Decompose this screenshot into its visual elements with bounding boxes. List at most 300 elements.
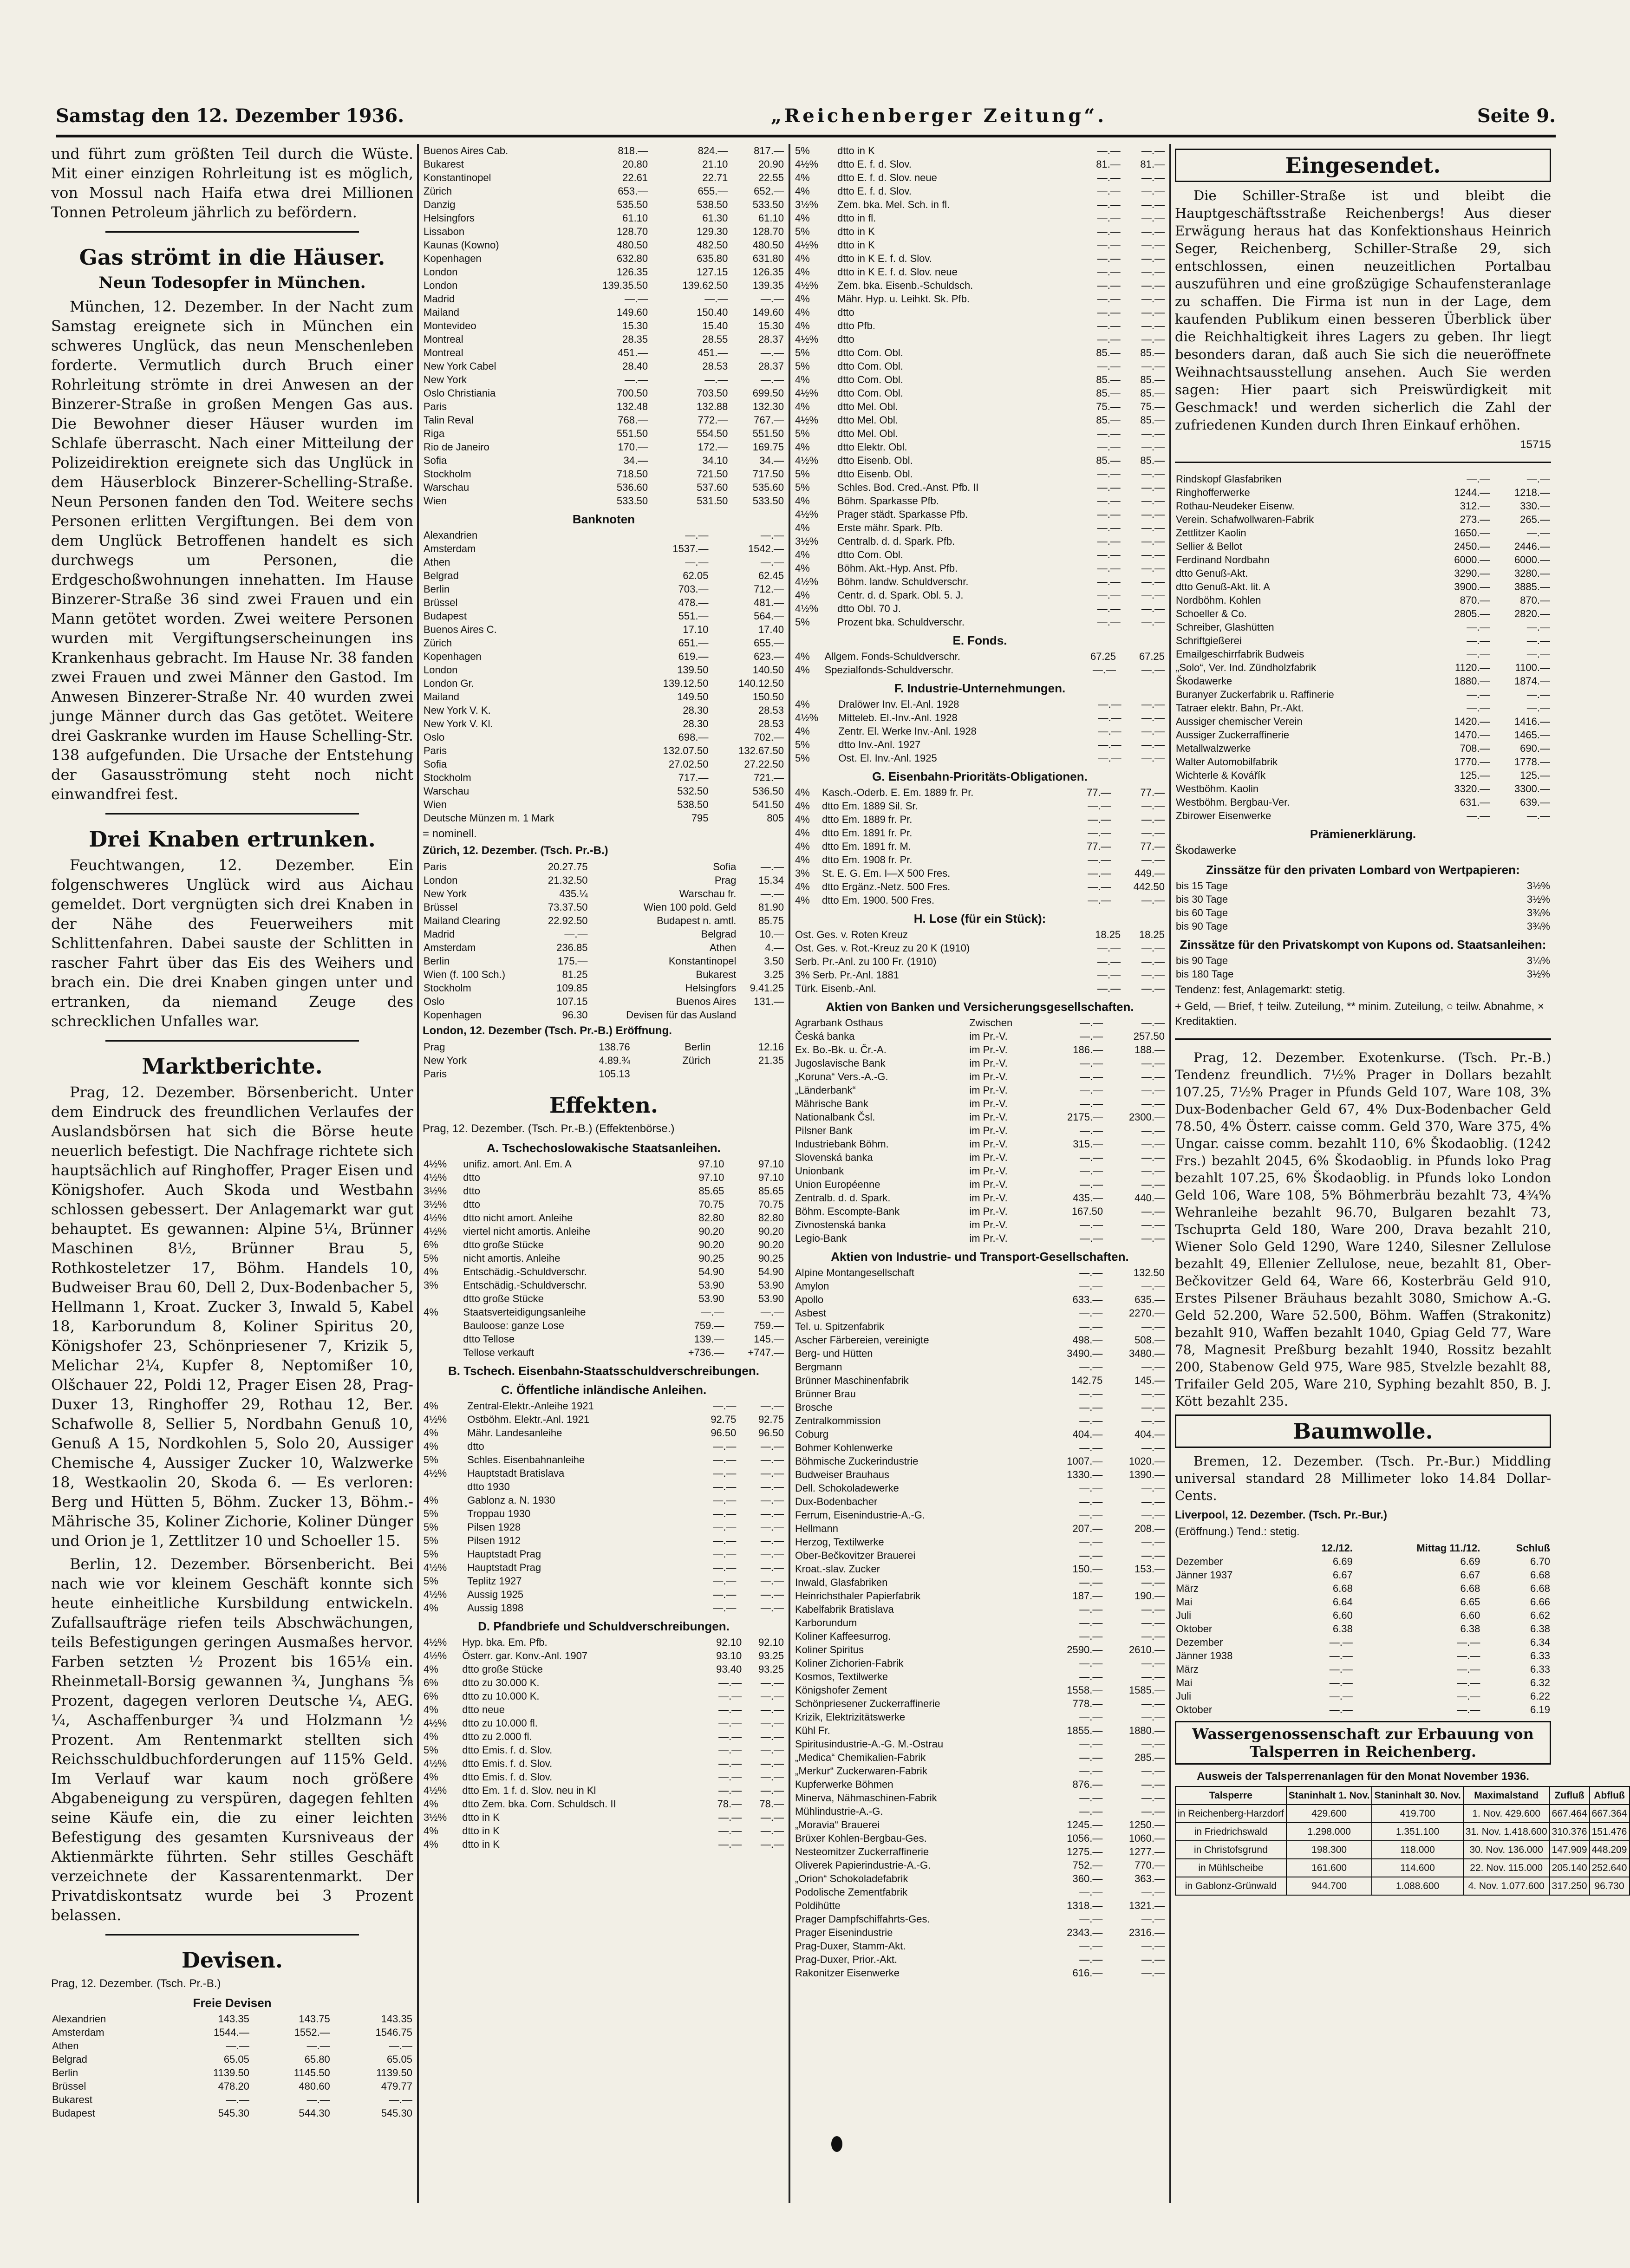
table-cell: Koliner Spiritus xyxy=(795,1644,864,1655)
table-row xyxy=(423,811,785,825)
table-cell: Tatraer elektr. Bahn, Pr.-Akt. xyxy=(1176,702,1304,714)
table-cell: 1139.50 xyxy=(376,2067,412,2079)
table-cell: 150.— xyxy=(1072,1563,1103,1575)
table-cell: —.— xyxy=(1141,1509,1165,1521)
table-cell: —.— xyxy=(1526,635,1550,646)
table-cell: dtto Inv.-Anl. 1927 xyxy=(838,739,921,750)
table-cell: —.— xyxy=(1141,280,1165,291)
table-cell: Koliner Zichorien-Fabrik xyxy=(795,1657,904,1669)
table-cell: —.— xyxy=(1141,603,1165,614)
table-row xyxy=(794,1205,1166,1218)
table-cell: 635.80 xyxy=(697,253,728,264)
table-row xyxy=(794,1070,1166,1083)
table-cell: —.— xyxy=(1141,145,1165,156)
table-cell: 82.80 xyxy=(698,1212,724,1224)
table-row xyxy=(423,1426,785,1440)
table-cell: —.— xyxy=(718,1677,742,1688)
table-cell: —.— xyxy=(1141,199,1165,210)
table-row xyxy=(423,528,785,542)
table-cell: Schreiber, Glashütten xyxy=(1176,621,1274,633)
table-cell: —.— xyxy=(1141,1057,1165,1069)
table-cell: Madrid xyxy=(424,293,455,305)
table-cell: Mailand xyxy=(424,691,460,703)
table-cell: 1277.— xyxy=(1128,1846,1165,1857)
table-row xyxy=(423,704,785,717)
table-cell: dtto Em. 1 f. d. Slov. neu in Kl xyxy=(462,1785,596,1796)
table-cell: 4% xyxy=(795,253,810,264)
table-row xyxy=(794,521,1166,534)
divider xyxy=(1175,462,1551,463)
table-cell: Paris xyxy=(424,861,447,873)
table-cell: 149.50 xyxy=(677,691,709,703)
table-row xyxy=(423,198,785,211)
table-row xyxy=(423,1547,785,1561)
table-cell: 3900.— xyxy=(1454,581,1490,593)
table-cell: —.— xyxy=(701,1306,724,1318)
headline-baumwolle: Baumwolle. xyxy=(1175,1414,1551,1448)
table-cell: 631.80 xyxy=(752,253,784,264)
table-cell: 175.— xyxy=(557,955,588,967)
table-cell: 77.— xyxy=(1086,841,1111,852)
table-row xyxy=(794,1083,1166,1097)
table-cell: 150.50 xyxy=(752,691,784,703)
table-cell: —.— xyxy=(1141,1206,1165,1217)
table-cell: Berlin xyxy=(424,955,450,967)
table-row xyxy=(423,238,785,252)
table-cell: London xyxy=(424,664,458,676)
table-cell: Danzig xyxy=(424,199,456,210)
table-cell: 545.30 xyxy=(218,2107,249,2119)
table-cell: 5% xyxy=(424,1575,438,1587)
table-cell: dtto große Stücke xyxy=(462,1663,543,1675)
table-cell: im Pr.-V. xyxy=(969,1192,1008,1204)
table-cell: 20.27.75 xyxy=(548,861,588,873)
table-cell: 4½% xyxy=(424,1225,447,1237)
table-cell: —.— xyxy=(1141,1940,1165,1952)
table-cell: 1390.— xyxy=(1128,1469,1165,1480)
table-row xyxy=(794,1468,1166,1481)
table-cell: —.— xyxy=(1097,293,1121,305)
table-cell: Rothau-Neudeker Eisenw. xyxy=(1176,500,1295,512)
table-cell: Kaunas (Kowno) xyxy=(424,239,499,251)
table-cell: im Pr.-V. xyxy=(969,1232,1008,1244)
table-cell: 15.30 xyxy=(622,320,648,332)
table-cell: 544.30 xyxy=(299,2107,330,2119)
table-cell: dtto Emis. f. d. Slov. xyxy=(462,1744,553,1756)
table-cell: 129.30 xyxy=(697,226,728,237)
table-cell: 30. Nov. 136.000 xyxy=(1463,1841,1550,1859)
table-cell: —.— xyxy=(1526,702,1550,714)
table-cell: dtto in K xyxy=(837,239,875,251)
table-cell: 22.71 xyxy=(702,172,728,183)
table-cell: viertel nicht amortis. Anleihe xyxy=(463,1225,591,1237)
table-row xyxy=(794,144,1166,157)
table-cell: 4% xyxy=(795,894,810,906)
table-cell: Amsterdam xyxy=(424,942,476,953)
headline-wasser: Wassergenossenschaft zur Erbauung von Talsperren in Reichenberg. xyxy=(1175,1721,1551,1765)
table-cell: 139.35.50 xyxy=(602,280,648,291)
table-cell: 22.61 xyxy=(622,172,648,183)
table-cell xyxy=(423,1346,462,1359)
table-row xyxy=(794,1764,1166,1778)
table-cell: —.— xyxy=(718,1825,742,1837)
table-cell: Staatsverteidigungsanleihe xyxy=(463,1306,586,1318)
table-row xyxy=(794,1306,1166,1320)
table-row xyxy=(794,1576,1166,1589)
table-cell: —.— xyxy=(704,293,728,305)
table-row xyxy=(423,1649,785,1662)
table-cell: 538.50 xyxy=(677,799,709,810)
table-cell: dtto Em. 1891 fr. Pr. xyxy=(822,827,913,839)
table-cell: —.— xyxy=(1141,172,1165,183)
table-cell: —.— xyxy=(1088,800,1111,812)
table-cell: Entschädig.-Schuldverschr. xyxy=(463,1266,587,1277)
diskont-head: Zinssätze für den Privatskompt von Kupons od. Staatsanleihen: xyxy=(1180,938,1546,952)
table-cell: bis 180 Tage xyxy=(1176,968,1234,980)
table-cell: 805 xyxy=(767,812,784,824)
table-row xyxy=(423,1689,785,1703)
table-cell: —.— xyxy=(713,1400,737,1412)
table-row xyxy=(794,157,1166,171)
table-cell: „Koruna“ Vers.-A.-G. xyxy=(795,1071,888,1082)
table-cell: im Pr.-V. xyxy=(969,1071,1008,1082)
table-cell: 4% xyxy=(795,401,810,412)
table-cell: —.— xyxy=(1097,603,1121,614)
table-cell: Minerva, Nähmaschinen-Fabrik xyxy=(795,1792,937,1804)
london-table xyxy=(423,1040,785,1081)
table-header-row xyxy=(1175,1541,1551,1555)
table-cell: Wien xyxy=(424,495,447,507)
table-cell: 70.75 xyxy=(698,1199,724,1210)
table-cell: Konstantinopel xyxy=(668,955,737,967)
table-cell: 4.— xyxy=(765,942,784,953)
table-cell: dtto xyxy=(837,333,854,345)
table-row xyxy=(794,928,1166,941)
table-cell: Budweiser Brauhaus xyxy=(795,1469,890,1480)
table-cell: 61.10 xyxy=(758,212,784,224)
table-cell: 4% xyxy=(424,1838,438,1850)
table-cell: 85.— xyxy=(1140,347,1165,358)
table-row xyxy=(1175,782,1551,795)
table-row xyxy=(1175,809,1551,822)
table-cell: dtto Em. 1889 fr. Pr. xyxy=(822,814,913,825)
table-cell: —.— xyxy=(1141,212,1165,224)
table-cell: 105.13 xyxy=(599,1068,630,1080)
table-cell: —.— xyxy=(1097,576,1121,587)
table-row xyxy=(794,1845,1166,1858)
table-cell: —.— xyxy=(1141,854,1165,866)
table-cell: Ringhofferwerke xyxy=(1176,487,1250,498)
table-cell: 127.15 xyxy=(697,266,728,278)
liverpool-head: Liverpool, 12. Dezember. (Tsch. Pr.-Bur.) xyxy=(1175,1509,1388,1521)
table-cell: Oktober xyxy=(1176,1704,1213,1715)
table-cell: Škodawerke xyxy=(1176,675,1232,687)
table-cell: Brünner Brau xyxy=(795,1388,856,1400)
table-row xyxy=(423,623,785,636)
table-cell: Böhm. Sparkasse Pfb. xyxy=(837,495,939,507)
table-cell: Montevideo xyxy=(424,320,476,332)
table-cell: Talin Reval xyxy=(424,414,474,426)
table-row xyxy=(794,1164,1166,1178)
table-row xyxy=(423,1251,785,1265)
table-cell: 1139.50 xyxy=(213,2067,249,2079)
table-cell: London xyxy=(424,280,458,291)
table-cell: 18.25 xyxy=(1095,929,1121,940)
table-cell: 18.25 xyxy=(1139,929,1165,940)
table-cell: —.— xyxy=(713,1494,737,1506)
table-cell: Zwischen xyxy=(969,1017,1013,1029)
table-cell: im Pr.-V. xyxy=(969,1044,1008,1056)
table-cell: —.— xyxy=(1467,810,1490,821)
table-cell: —.— xyxy=(1141,253,1165,264)
table-cell: —.— xyxy=(1467,648,1490,660)
table-cell: 15.30 xyxy=(758,320,784,332)
table-row xyxy=(794,1751,1166,1764)
table-cell: dtto Elektr. Obl. xyxy=(837,441,907,453)
table-cell: —.— xyxy=(760,1589,784,1600)
table-cell: —.— xyxy=(1141,1603,1165,1615)
table-cell: 28.35 xyxy=(622,333,648,345)
table-row xyxy=(794,1778,1166,1791)
table-cell: —.— xyxy=(1097,428,1121,439)
table-cell: —.— xyxy=(760,1704,784,1715)
table-cell: Hellmann xyxy=(795,1523,838,1534)
table-cell: 4% xyxy=(795,293,810,305)
industry-stocks-table xyxy=(794,1266,1166,1980)
effekten-subhead-c: C. Öffentliche inländische Anleihen. xyxy=(501,1383,707,1397)
table-cell: +747.— xyxy=(748,1347,784,1358)
table-cell: 1537.— xyxy=(672,543,709,554)
table-row xyxy=(423,1493,785,1507)
table-cell: dtto Emis. f. d. Slov. xyxy=(462,1758,553,1769)
table-row xyxy=(1175,486,1551,499)
table-row xyxy=(423,184,785,198)
wasser-table xyxy=(1175,1786,1630,1896)
table-cell: —.— xyxy=(718,1785,742,1796)
table-cell: 6000.— xyxy=(1514,554,1550,566)
table-row xyxy=(794,494,1166,508)
table-cell: 81.25 xyxy=(562,969,588,980)
table-cell: 533.50 xyxy=(616,495,648,507)
table-cell: 6.34 xyxy=(1530,1636,1550,1648)
column-divider xyxy=(417,144,419,2203)
table-cell: 90.20 xyxy=(758,1225,784,1237)
table-cell: —.— xyxy=(718,1731,742,1742)
table-cell: Athen xyxy=(52,2040,79,2052)
table-cell: 6.32 xyxy=(1530,1677,1550,1688)
table-cell: —.— xyxy=(1079,1886,1103,1898)
table-cell: im Pr.-V. xyxy=(969,1084,1008,1096)
table-cell: 28.53 xyxy=(758,718,784,730)
table-cell: —.— xyxy=(760,1508,784,1519)
table-row xyxy=(1175,954,1551,967)
table-cell: Montreal xyxy=(424,347,463,358)
table-cell: 6.62 xyxy=(1530,1610,1550,1621)
table-row xyxy=(423,1662,785,1676)
table-row xyxy=(1175,674,1551,688)
table-cell: 167.50 xyxy=(1071,1206,1103,1217)
table-cell: 435.¼ xyxy=(559,888,588,899)
table-cell: Brüssel xyxy=(424,901,458,913)
table-cell: 2446.— xyxy=(1514,541,1550,552)
table-cell: Amylon xyxy=(795,1280,829,1292)
table-cell: Rindskopf Glasfabriken xyxy=(1176,473,1282,485)
table-row xyxy=(794,697,1166,711)
headline-market: Marktberichte. xyxy=(142,1054,323,1079)
banknoten-note: = nominell. xyxy=(423,828,477,840)
table-cell: 3480.— xyxy=(1128,1348,1165,1359)
table-cell: 4% xyxy=(795,787,810,798)
table-row xyxy=(794,615,1166,629)
table-cell: 285.— xyxy=(1134,1752,1165,1763)
table-cell: 698.— xyxy=(678,731,709,743)
table-cell: Wichterle & Kovářík xyxy=(1176,769,1266,781)
table-cell: 77.— xyxy=(1086,787,1111,798)
table-row xyxy=(1175,715,1551,728)
effekten-subhead: A. Tschechoslowakische Staatsanleihen. xyxy=(487,1141,721,1155)
newspaper-title: „Reichenberger Zeitung“. xyxy=(771,105,1107,127)
table-cell: —.— xyxy=(713,1467,737,1479)
table-cell: 1020.— xyxy=(1128,1455,1165,1467)
table-row xyxy=(794,786,1166,799)
table-cell: 125.— xyxy=(1460,769,1490,781)
table-cell: 551.50 xyxy=(616,428,648,439)
table-cell: Zürich xyxy=(682,1055,711,1066)
table-cell: —.— xyxy=(1097,320,1121,332)
table-cell: 139.50 xyxy=(677,664,709,676)
table-cell: Nationalbank Čsl. xyxy=(795,1111,875,1123)
table-cell: im Pr.-V. xyxy=(969,1206,1008,1217)
table-row xyxy=(1175,1703,1551,1716)
table-cell: 53.90 xyxy=(698,1293,724,1304)
table-cell: Mühlindustrie-A.-G. xyxy=(795,1805,883,1817)
prio-head: G. Eisenbahn-Prioritäts-Obligationen. xyxy=(872,769,1088,783)
table-cell: 6.68 xyxy=(1460,1583,1480,1594)
table-cell: Kosmos, Textilwerke xyxy=(795,1671,888,1682)
table-cell: 480.50 xyxy=(616,239,648,251)
table-cell: 1060.— xyxy=(1128,1832,1165,1844)
table-cell: —.— xyxy=(1141,239,1165,251)
table-cell: 97.10 xyxy=(758,1158,784,1170)
table-cell: Prag xyxy=(424,1041,445,1053)
table-cell: Česká banka xyxy=(795,1030,855,1042)
table-cell: 114.600 xyxy=(1372,1859,1463,1877)
table-row xyxy=(794,1333,1166,1347)
table-cell: Mai xyxy=(1176,1677,1193,1688)
table-cell: 132.07.50 xyxy=(663,745,709,756)
table-cell: 6.33 xyxy=(1530,1663,1550,1675)
table-cell: 5% xyxy=(795,752,810,764)
table-cell: —.— xyxy=(1079,1657,1103,1669)
table-cell: 273.— xyxy=(1460,514,1490,525)
table-cell: —.— xyxy=(1141,1765,1165,1777)
table-cell: 717.50 xyxy=(752,468,784,480)
table-row xyxy=(423,1480,785,1493)
table-cell: 481.— xyxy=(754,597,784,608)
table-cell: 2175.— xyxy=(1067,1111,1103,1123)
table-cell: 6.68 xyxy=(1530,1583,1550,1594)
table-cell: 53.90 xyxy=(698,1279,724,1291)
table-cell: 944.700 xyxy=(1286,1877,1372,1895)
table-header-cell: Staninhalt 30. Nov. xyxy=(1372,1786,1463,1805)
table-cell: —.— xyxy=(1079,1267,1103,1278)
table-row xyxy=(423,1292,785,1305)
table-cell: 712.— xyxy=(754,583,784,595)
table-cell: 6.60 xyxy=(1333,1610,1353,1621)
table-row xyxy=(423,1040,785,1054)
table-cell: Prager Dampfschiffahrts-Ges. xyxy=(795,1913,930,1925)
table-cell: 92.10 xyxy=(758,1636,784,1648)
table-cell: Jänner 1938 xyxy=(1176,1650,1233,1662)
table-cell: —.— xyxy=(713,1440,737,1452)
table-row xyxy=(423,995,785,1008)
table-cell: Konstantinopel xyxy=(424,172,491,183)
table-cell: dtto E. f. d. Slov. xyxy=(837,185,912,197)
table-cell: —.— xyxy=(1141,1886,1165,1898)
table-cell: Spiritusindustrie-A.-G. M.-Ostrau xyxy=(795,1738,944,1750)
table-cell: 3½% xyxy=(424,1199,447,1210)
table-row xyxy=(794,427,1166,440)
table-row xyxy=(1175,728,1551,742)
table-cell: 479.77 xyxy=(381,2080,412,2092)
table-cell: 3320.— xyxy=(1454,783,1490,795)
table-row xyxy=(794,1858,1166,1872)
table-cell: Ex. Bo.-Bk. u. Čr.-A. xyxy=(795,1044,887,1056)
headline-devisen: Devisen. xyxy=(182,1948,283,1973)
table-cell: 317.250 xyxy=(1550,1877,1590,1895)
table-cell: 1.298.000 xyxy=(1286,1823,1372,1841)
table-row xyxy=(423,346,785,359)
table-row xyxy=(794,171,1166,184)
table-row xyxy=(423,914,785,927)
table-cell: Schriftgießerei xyxy=(1176,635,1242,646)
table-cell: —.— xyxy=(1088,827,1111,839)
table-row xyxy=(423,1157,785,1171)
table-cell: 1244.— xyxy=(1454,487,1490,498)
table-cell: Dezember xyxy=(1176,1636,1223,1648)
table-cell: Sofia xyxy=(713,861,737,873)
table-row xyxy=(794,1043,1166,1056)
table-cell: 795 xyxy=(691,812,709,824)
table-cell xyxy=(423,1332,462,1346)
table-cell: 5% xyxy=(795,360,810,372)
table-cell: Stockholm xyxy=(424,468,471,480)
table-cell: bis 90 Tage xyxy=(1176,955,1228,966)
table-cell: Zem. bka. Mel. Sch. in fl. xyxy=(837,199,950,210)
table-cell: —.— xyxy=(306,2094,330,2105)
table-cell: 73.37.50 xyxy=(548,901,588,913)
table-cell: —.— xyxy=(713,1589,737,1600)
table-cell: 170.— xyxy=(618,441,648,453)
table-cell: —.— xyxy=(1098,712,1121,723)
table-row xyxy=(423,400,785,413)
table-cell: —.— xyxy=(713,1521,737,1533)
table-cell: Pilsen 1912 xyxy=(467,1535,521,1546)
table-cell xyxy=(423,1292,462,1305)
table-cell: 667.364 xyxy=(1590,1805,1630,1823)
table-cell: Mitteleb. El.-Inv.-Anl. 1928 xyxy=(838,712,958,723)
table-cell: Juli xyxy=(1176,1610,1192,1621)
table-cell: 4½% xyxy=(424,1172,447,1183)
table-cell: 28.40 xyxy=(622,360,648,372)
table-cell: dtto Zem. bka. Com. Schuldsch. II xyxy=(462,1798,616,1810)
table-cell: —.— xyxy=(1141,1738,1165,1750)
table-cell: —.— xyxy=(1141,739,1165,750)
table-cell: 93.25 xyxy=(758,1650,784,1662)
table-cell: Budapest n. amtl. xyxy=(657,915,737,926)
table-cell: 97.10 xyxy=(698,1158,724,1170)
table-cell: London Gr. xyxy=(424,678,474,689)
